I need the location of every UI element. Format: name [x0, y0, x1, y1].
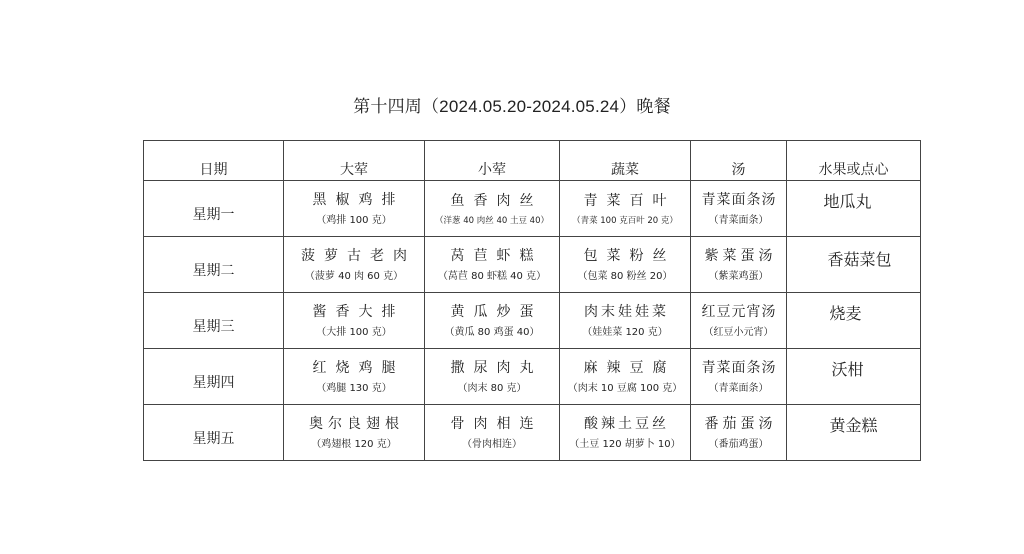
day-cell: 星期三 — [144, 293, 284, 349]
dish-name: 肉末娃娃菜 — [584, 304, 669, 320]
dish-detail: （肉末 10 豆腐 100 克） — [567, 383, 683, 394]
vegetable-cell — [560, 181, 691, 237]
main-meat-cell — [284, 237, 425, 293]
soup-cell — [691, 349, 787, 405]
dish-detail: （莴苣 80 虾糕 40 克） — [437, 271, 547, 282]
fruit-label: 烧麦 — [829, 304, 862, 323]
dish-name: 麻辣豆腐 — [583, 360, 676, 376]
dish-detail: （鸡腿 130 克） — [316, 383, 392, 394]
dish-name: 红烧鸡腿 — [312, 360, 405, 376]
dinner-menu-table — [143, 140, 921, 461]
fruit-cell — [787, 293, 921, 349]
dish-name: 黑椒鸡排 — [312, 192, 405, 208]
side-meat-cell — [425, 405, 560, 461]
header-fruit-or-snack: 水果或点心 — [787, 141, 921, 181]
dish-name: 青菜百叶 — [583, 192, 676, 209]
side-meat-cell — [425, 237, 560, 293]
page-title: 第十四周（2024.05.20-2024.05.24）晚餐 — [353, 97, 671, 116]
dish-name: 莴苣虾糕 — [450, 248, 543, 264]
header-vegetable: 蔬菜 — [560, 141, 691, 181]
dish-name: 撒尿肉丸 — [450, 360, 543, 376]
dish-detail: （青菜面条） — [708, 383, 769, 394]
dish-detail: （红豆小元宵） — [703, 327, 774, 338]
fruit-cell — [787, 349, 921, 405]
fruit-cell — [787, 405, 921, 461]
table-row — [144, 293, 921, 349]
dish-name: 骨肉相连 — [450, 416, 543, 432]
vegetable-cell — [560, 405, 691, 461]
fruit-label: 黄金糕 — [829, 416, 878, 435]
soup-cell — [691, 293, 787, 349]
vegetable-cell — [560, 349, 691, 405]
dish-name: 菠萝古老肉 — [301, 248, 416, 264]
dish-detail: （菠萝 40 肉 60 克） — [304, 271, 404, 282]
dish-detail: （娃娃菜 120 克） — [582, 327, 668, 338]
side-meat-cell — [425, 181, 560, 237]
dish-detail: （大排 100 克） — [316, 327, 392, 338]
dish-detail: （包菜 80 粉丝 20） — [577, 271, 673, 282]
table-row — [144, 405, 921, 461]
dish-detail: （洋葱 40 肉丝 40 土豆 40） — [435, 215, 549, 226]
dish-name: 黄瓜炒蛋 — [450, 304, 543, 320]
dish-name: 酱香大排 — [312, 304, 405, 320]
dish-detail: （鸡排 100 克） — [316, 215, 392, 226]
dish-detail: （紫菜鸡蛋） — [708, 271, 769, 282]
day-cell: 星期四 — [144, 349, 284, 405]
dish-name: 青菜面条汤 — [701, 360, 777, 376]
dish-name: 红豆元宵汤 — [701, 304, 777, 320]
day-cell: 星期一 — [144, 181, 284, 237]
vegetable-cell — [560, 293, 691, 349]
side-meat-cell — [425, 293, 560, 349]
soup-cell — [691, 237, 787, 293]
fruit-cell — [787, 237, 921, 293]
fruit-cell — [787, 181, 921, 237]
main-meat-cell — [284, 405, 425, 461]
main-meat-cell — [284, 349, 425, 405]
day-cell: 星期二 — [144, 237, 284, 293]
vegetable-cell — [560, 237, 691, 293]
fruit-label: 香菇菜包 — [827, 250, 892, 269]
dish-detail: （青菜 100 克百叶 20 克） — [572, 215, 678, 226]
fruit-label: 沃柑 — [831, 360, 864, 379]
dish-detail: （土豆 120 胡萝卜 10） — [569, 439, 681, 450]
header-soup: 汤 — [691, 141, 787, 181]
day-cell: 星期五 — [144, 405, 284, 461]
dish-detail: （番茄鸡蛋） — [708, 439, 769, 450]
dish-detail: （骨肉相连） — [462, 439, 522, 450]
dish-name: 奥尔良翅根 — [309, 416, 404, 432]
dish-name: 鱼香肉丝 — [450, 192, 543, 209]
header-date: 日期 — [144, 141, 284, 181]
dish-name: 紫菜蛋汤 — [704, 248, 777, 264]
dish-name: 酸辣土豆丝 — [584, 416, 669, 432]
header-main-meat: 大荤 — [284, 141, 425, 181]
side-meat-cell — [425, 349, 560, 405]
header-side-meat: 小荤 — [425, 141, 560, 181]
dish-name: 包菜粉丝 — [583, 248, 676, 264]
dish-detail: （肉末 80 克） — [457, 383, 527, 394]
table-header-row — [144, 141, 921, 181]
main-meat-cell — [284, 293, 425, 349]
soup-cell — [691, 181, 787, 237]
fruit-label: 地瓜丸 — [823, 192, 872, 211]
table-row — [144, 181, 921, 237]
table-row — [144, 237, 921, 293]
dish-name: 番茄蛋汤 — [704, 416, 777, 432]
dish-detail: （鸡翅根 120 克） — [311, 439, 397, 450]
main-meat-cell — [284, 181, 425, 237]
dish-detail: （青菜面条） — [708, 215, 769, 226]
dish-name: 青菜面条汤 — [701, 192, 777, 208]
soup-cell — [691, 405, 787, 461]
dish-detail: （黄瓜 80 鸡蛋 40） — [444, 327, 540, 338]
table-row — [144, 349, 921, 405]
